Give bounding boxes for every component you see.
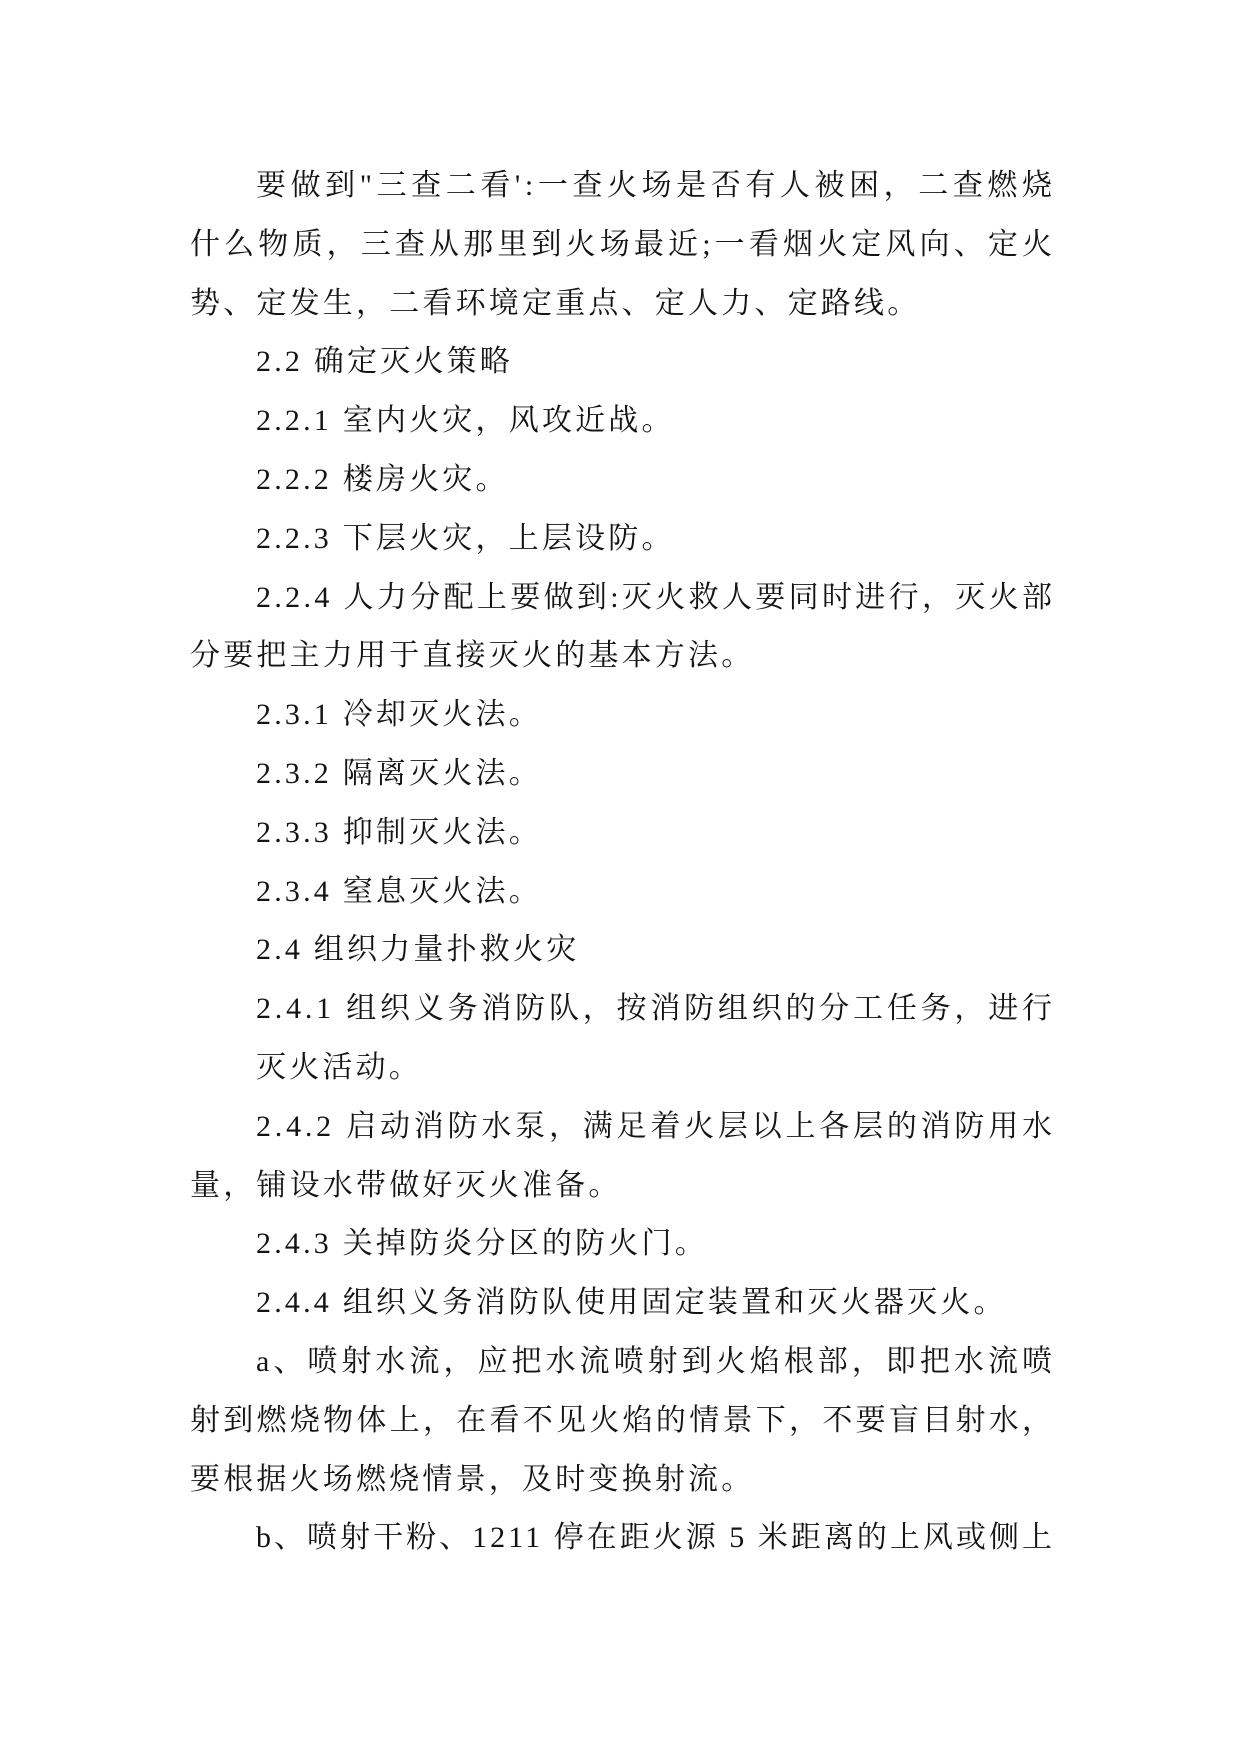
- text-line: 2.3.1 冷却灭火法。: [256, 698, 542, 732]
- item-2-2-1: [190, 392, 1052, 451]
- text-line: 2.4.3 关掉防炎分区的防火门。: [256, 1227, 708, 1261]
- item-2-3-4: [190, 863, 1052, 922]
- text-line: 要做到"三查二看':一查火场是否有人被困，二查燃烧: [256, 169, 1057, 202]
- item-b-powder-jet: [190, 1509, 1056, 1568]
- item-2-3-3: [190, 804, 1052, 863]
- text-line: 灭火活动。: [256, 1050, 422, 1084]
- text-line: 2.3.3 抑制灭火法。: [256, 815, 542, 849]
- heading-2-2: [190, 333, 1052, 392]
- paragraph-inspection: [190, 157, 1057, 333]
- item-2-2-3: [190, 510, 1052, 569]
- text-line: 2.4 组织力量扑救火灾: [256, 933, 580, 967]
- item-2-3-2: [190, 745, 1052, 804]
- item-2-4-3: [190, 1215, 1052, 1274]
- text-line: 势、定发生，二看环境定重点、定人力、定路线。: [190, 286, 921, 320]
- text-line: 2.3.4 窒息灭火法。: [256, 874, 542, 908]
- text-line: 2.2.2 楼房火灾。: [256, 462, 509, 496]
- item-2-2-2: [190, 451, 1052, 510]
- text-line: 2.2 确定灭火策略: [256, 345, 513, 379]
- text-line: 2.2.3 下层火灾，上层设防。: [256, 521, 675, 555]
- item-2-2-4: [190, 569, 1056, 687]
- item-2-3-1: [190, 686, 1052, 745]
- document-body: [190, 157, 1057, 1568]
- text-line: 2.4.4 组织义务消防队使用固定装置和灭火器灭火。: [256, 1286, 1007, 1320]
- text-line: 量，铺设水带做好灭火准备。: [190, 1168, 622, 1202]
- item-2-4-4: [190, 1274, 1052, 1333]
- text-line: 分要把主力用于直接灭火的基本方法。: [190, 639, 755, 673]
- text-line: 2.3.2 隔离灭火法。: [256, 756, 542, 790]
- text-line: 2.4.2 启动消防水泵，满足着火层以上各层的消防用水: [256, 1109, 1056, 1143]
- text-line: b、喷射干粉、1211 停在距火源 5 米距离的上风或侧上: [256, 1521, 1056, 1555]
- text-line: 2.2.4 人力分配上要做到:灭火救人要同时进行，灭火部: [256, 580, 1056, 614]
- item-2-4-2: [190, 1098, 1056, 1216]
- text-line: a、喷射水流，应把水流喷射到火焰根部，即把水流喷: [256, 1344, 1057, 1378]
- text-line: 射到燃烧物体上，在看不见火焰的情景下，不要盲目射水，: [190, 1403, 1056, 1437]
- text-line: 什么物质，三查从那里到火场最近;一看烟火定风向、定火: [190, 227, 1057, 261]
- text-line: 要根据火场燃烧情景，及时变换射流。: [190, 1462, 755, 1496]
- item-a-water-jet: [190, 1333, 1057, 1509]
- text-line: 2.2.1 室内火灾，风攻近战。: [256, 404, 675, 438]
- heading-2-4: [190, 921, 1052, 980]
- text-line: 2.4.1 组织义务消防队，按消防组织的分工任务，进行: [256, 992, 1056, 1026]
- item-2-4-1: [190, 980, 1056, 1098]
